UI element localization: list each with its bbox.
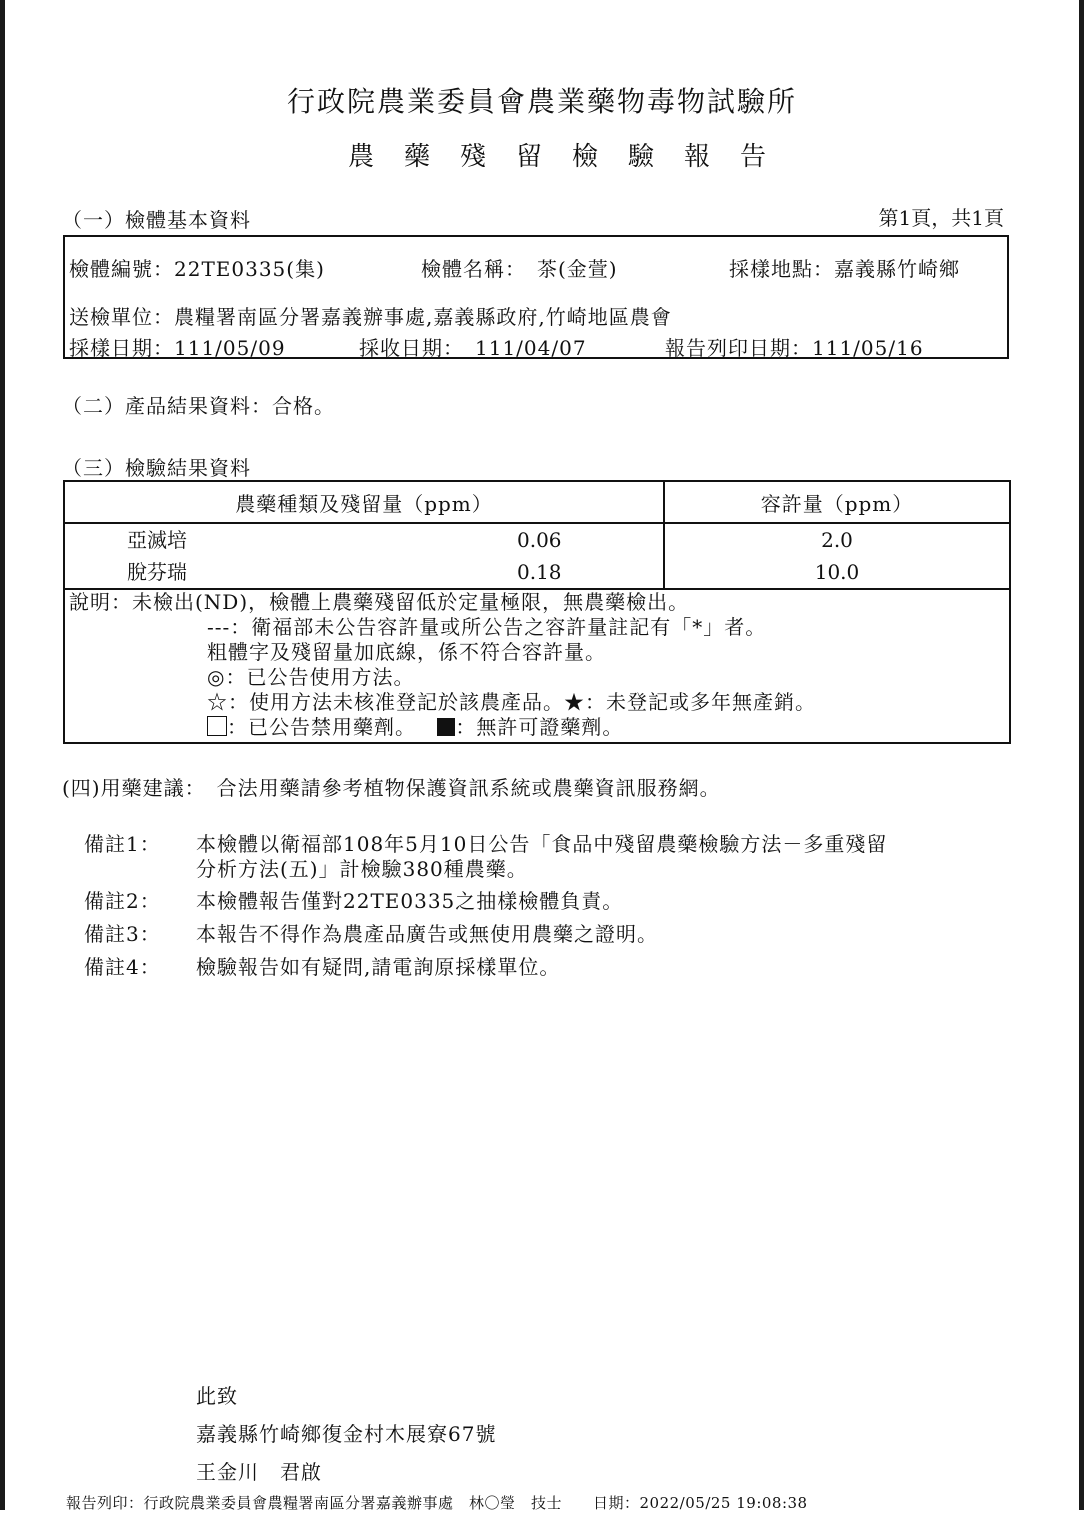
recipient-name: 王金川 君啟 — [196, 1460, 322, 1484]
report-print-date: 報告列印日期：111/05/16 — [665, 336, 924, 360]
solid-square-icon — [437, 718, 455, 736]
sampling-location: 採樣地點：嘉義縣竹崎鄉 — [729, 257, 960, 281]
notes-box — [63, 584, 1011, 744]
section1-heading: （一）檢體基本資料 — [62, 208, 251, 232]
tolerance-value: 10.0 — [814, 560, 860, 584]
sample-info-box — [63, 235, 1009, 359]
remark-label: 備註3： — [84, 922, 161, 946]
tolerance-column-header: 容許量（ppm） — [664, 481, 1010, 523]
note-line — [207, 711, 623, 740]
unlicensed-note: ：無許可證藥劑。 — [455, 715, 624, 739]
note-line: ---：衛福部未公告容許量或所公告之容許量註記有「*」者。 — [207, 615, 767, 639]
banned-note: ：已公告禁用藥劑。 — [227, 715, 416, 739]
pesticide-name: 脫芬瑞 — [127, 560, 187, 584]
left-border — [0, 0, 5, 1510]
print-footer: 報告列印：行政院農業委員會農糧署南區分署嘉義辦事處 林〇瑩 技士 日期：2022/05/25 19:08:38 — [66, 1494, 808, 1512]
salutation: 此致 — [196, 1384, 238, 1408]
recipient-address: 嘉義縣竹崎鄉復金村木展寮67號 — [196, 1422, 497, 1446]
remark-label: 備註4： — [84, 955, 161, 979]
tolerance-value: 2.0 — [821, 528, 853, 552]
remark-text: 本報告不得作為農產品廣告或無使用農藥之證明。 — [196, 922, 658, 946]
residue-column-header: 農藥種類及殘留量（ppm） — [64, 481, 664, 523]
remark-text: 檢驗報告如有疑問,請電詢原採樣單位。 — [196, 955, 561, 979]
residue-cell — [64, 523, 664, 589]
outline-square-icon — [207, 716, 227, 736]
table-row — [65, 524, 663, 556]
tolerance-cell — [664, 523, 1010, 589]
product-result: （二）產品結果資料：合格。 — [62, 394, 335, 418]
section3-heading: （三）檢驗結果資料 — [62, 456, 251, 480]
residue-value: 0.18 — [517, 560, 562, 584]
page-number: 第1頁，共1頁 — [878, 206, 1004, 230]
remark-text: 本檢體以衛福部108年5月10日公告「食品中殘留農藥檢驗方法－多重殘留 — [196, 832, 888, 856]
pesticide-name: 亞滅培 — [127, 528, 187, 552]
remark-label: 備註2： — [84, 889, 161, 913]
harvest-date: 採收日期： 111/04/07 — [359, 336, 587, 360]
remark-label: 備註1： — [84, 832, 161, 856]
right-border — [1079, 0, 1084, 1510]
sampling-date: 採樣日期：111/05/09 — [69, 336, 286, 360]
sample-no: 檢體編號：22TE0335(集) — [69, 257, 325, 281]
residue-value: 0.06 — [517, 528, 562, 552]
institute-title: 行政院農業委員會農業藥物毒物試驗所 — [286, 85, 797, 118]
note-line: ◎：已公告使用方法。 — [207, 665, 415, 689]
sample-name: 檢體名稱： 茶(金萱) — [421, 257, 618, 281]
note-line: 粗體字及殘留量加底線，係不符合容許量。 — [207, 640, 606, 664]
remark-text: 分析方法(五)」計檢驗380種農藥。 — [196, 857, 528, 881]
remark-text: 本檢體報告僅對22TE0335之抽樣檢體負責。 — [196, 889, 624, 913]
note-line: ☆：使用方法未核准登記於該農產品。★：未登記或多年無產銷。 — [207, 690, 816, 714]
note-line: 說明：未檢出(ND)，檢體上農藥殘留低於定量極限，無農藥檢出。 — [69, 590, 690, 614]
usage-suggestion: (四)用藥建議： 合法用藥請參考植物保護資訊系統或農藥資訊服務網。 — [62, 776, 721, 800]
results-table — [63, 480, 1011, 590]
submitting-unit: 送檢單位：農糧署南區分署嘉義辦事處,嘉義縣政府,竹崎地區農會 — [69, 305, 672, 329]
report-title: 農藥殘留檢驗報告 — [347, 142, 796, 172]
